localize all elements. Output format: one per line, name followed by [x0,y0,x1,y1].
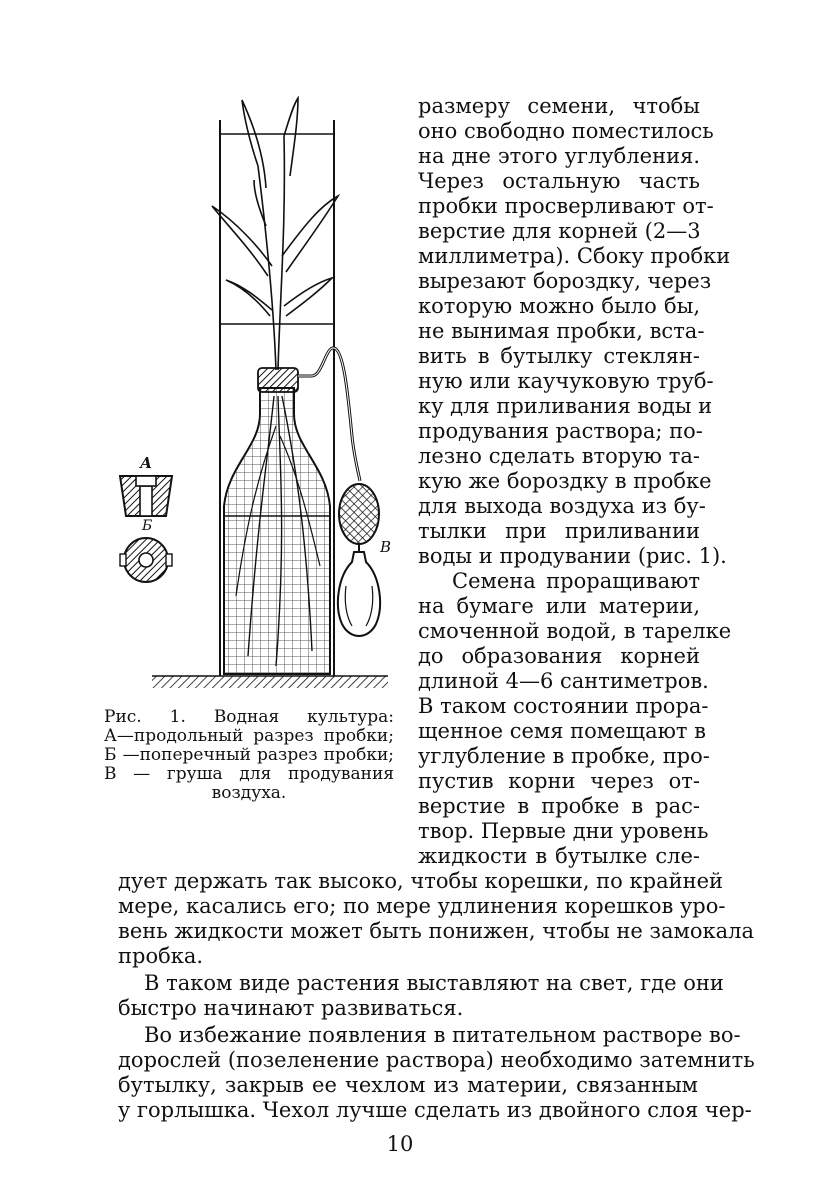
text-line: Через остальную часть [418,169,700,193]
text-line: пустив корни через от- [418,769,700,793]
text-line: на дне этого углубления. [418,144,700,168]
text-line: не вынимая пробки, вста- [418,319,705,343]
label-v: В [380,538,392,556]
text-line: размеру семени, чтобы [418,94,700,118]
text-line: пробки просверливают от- [418,194,714,218]
text-line: верстие для корней (2—3 [418,219,701,243]
text-line: углубление в пробке, про- [418,744,710,768]
figure-water-culture [108,96,408,696]
text-line: вырезают бороздку, через [418,269,712,293]
net-bulb [339,484,379,544]
figure-caption [104,708,394,803]
page-number: 10 [386,1132,414,1156]
text-line: длиной 4—6 сантиметров. [418,669,709,693]
text-line: ку для приливания воды и [418,394,713,418]
text-line: тылки при приливании [418,519,700,543]
caption-line: В — груша для продувания [104,764,394,784]
text-line: лезно сделать вторую та- [418,444,700,468]
caption-line: А—продольный разрез пробки; [104,726,394,746]
paragraph-start-line: В таком виде растения выставляют на свет, где они [144,971,724,995]
text-line: которую можно было бы, [418,294,700,318]
plant [212,98,338,370]
label-a: А [140,454,153,472]
text-line: на бумаге или материи, [418,594,700,618]
text-line: у горлышка. Чехол лучше сделать из двойного слоя чер- [118,1098,752,1122]
text-line: пробка. [118,944,204,968]
text-line: продувания раствора; по- [418,419,703,443]
text-line: кую же бороздку в пробке [418,469,712,493]
text-line: дует держать так высоко, чтобы корешки, по крайней [118,869,724,893]
text-line: для выхода воздуха из бу- [418,494,706,518]
bulb-v [338,552,380,636]
text-line: жидкости в бутылке сле- [418,844,700,868]
text-line: до образования корней [418,644,700,668]
label-b: Б [142,518,153,534]
text-line: В таком состоянии прора- [418,694,709,718]
text-line: оно свободно поместилось [418,119,714,143]
caption-line: Б —поперечный разрез пробки; [104,745,394,765]
caption-line: Рис. 1. Водная культура: [104,707,394,727]
text-line: щенное семя помещают в [418,719,706,743]
text-line: вить в бутылку стеклян- [418,344,700,368]
cork [258,368,298,392]
text-line: ную или каучуковую труб- [418,369,714,393]
bottle [218,386,338,676]
cork-cross-section [120,538,172,582]
floor [152,676,388,688]
paragraph-start-line: Во избежание появления в питательном растворе во- [144,1023,741,1047]
text-line: воды и продувании (рис. 1). [418,544,727,568]
text-line: смоченной водой, в тарелке [418,619,732,643]
text-line: мере, касались его; по мере удлинения корешков уро- [118,894,726,918]
text-line: вень жидкости может быть понижен, чтобы не замокала [118,919,754,943]
text-line: быстро начинают развиваться. [118,996,464,1020]
text-line: бутылку, закрыв ее чехлом из материи, связанным [118,1073,698,1097]
water-culture-illustration [108,96,408,696]
text-line: дорослей (позеленение раствора) необходимо затемнить [118,1048,755,1072]
caption-line: воздуха. [211,783,287,803]
text-line: миллиметра). Сбоку пробки [418,244,731,268]
paragraph-start-line: Семена проращивают [452,569,700,593]
text-line: твор. Первые дни уровень [418,819,709,843]
text-line: верстие в пробке в рас- [418,794,700,818]
cork-longitudinal-section [120,476,172,516]
